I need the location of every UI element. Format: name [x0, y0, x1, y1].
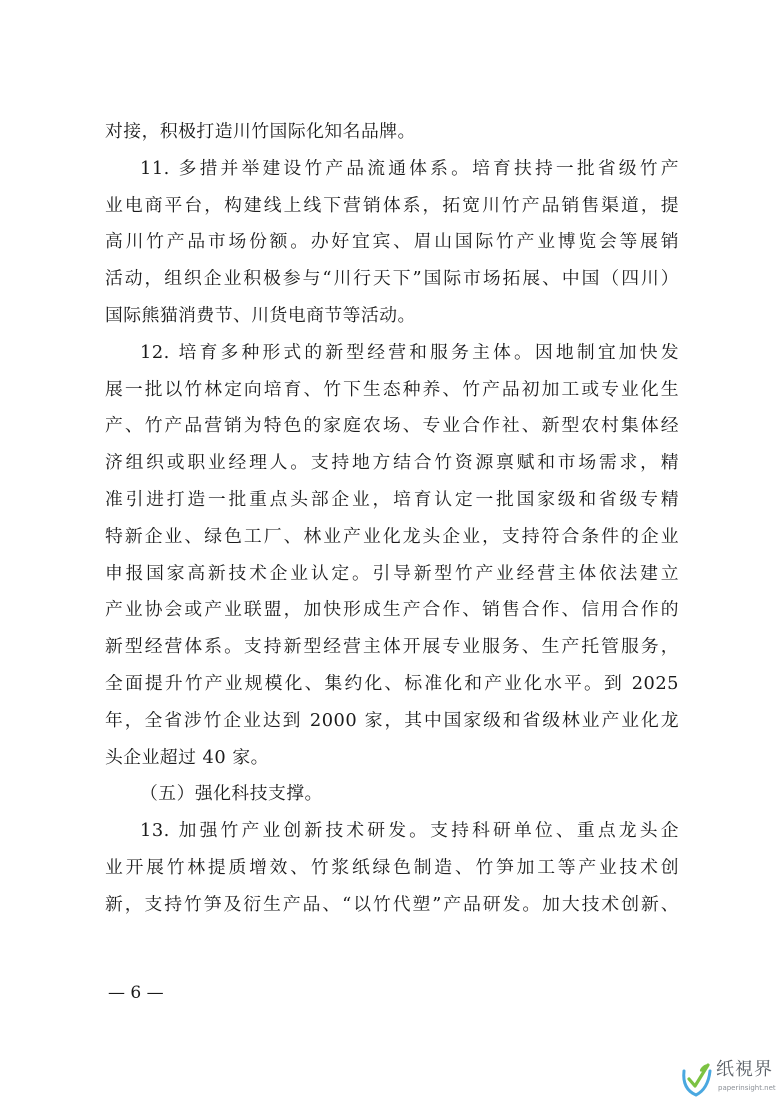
text-line: 产、竹产品营销为特色的家庭农场、专业合作社、新型农村集体经 — [105, 415, 679, 437]
text-line: 国际熊猫消费节、川货电商节等活动。 — [105, 304, 416, 326]
text-line: 济组织或职业经理人。支持地方结合竹资源禀赋和市场需求，精 — [105, 452, 679, 474]
body-text — [105, 114, 679, 924]
text-line: 新型经营体系。支持新型经营主体开展专业服务、生产托管服务， — [105, 636, 679, 658]
text-line: 头企业超过 40 家。 — [105, 746, 269, 768]
text-line: 11. 多措并举建设竹产品流通体系。培育扶持一批省级竹产 — [140, 157, 679, 179]
text-line: 13. 加强竹产业创新技术研发。支持科研单位、重点龙头企 — [140, 820, 679, 842]
text-line: 特新企业、绿色工厂、林业产业化龙头企业，支持符合条件的企业 — [105, 525, 679, 547]
text-line: 业开展竹林提质增效、竹浆纸绿色制造、竹笋加工等产业技术创 — [105, 856, 679, 878]
text-line: 展一批以竹林定向培育、竹下生态种养、竹产品初加工或专业化生 — [105, 378, 679, 400]
text-line: 12. 培育多种形式的新型经营和服务主体。因地制宜加快发 — [140, 341, 679, 363]
text-line: 活动，组织企业积极参与“川行天下”国际市场拓展、中国（四川） — [105, 268, 679, 290]
text-line: 产业协会或产业联盟，加快形成生产合作、销售合作、信用合作的 — [105, 599, 679, 621]
watermark-brand: 纸視界 — [716, 1059, 773, 1080]
text-line: 高川竹产品市场份额。办好宜宾、眉山国际竹产业博览会等展销 — [105, 231, 679, 253]
text-line: 新，支持竹笋及衍生产品、“以竹代塑”产品研发。加大技术创新、 — [105, 893, 679, 915]
leaf-check-logo-icon — [678, 1059, 714, 1099]
text-line: 对接，积极打造川竹国际化知名品牌。 — [105, 121, 416, 142]
text-line: 准引进打造一批重点头部企业，培育认定一批国家级和省级专精 — [105, 488, 679, 510]
watermark — [678, 1055, 778, 1103]
text-line: 业电商平台，构建线上线下营销体系，拓宽川竹产品销售渠道，提 — [105, 194, 679, 216]
text-line: 年，全省涉竹企业达到 2000 家，其中国家级和省级林业产业化龙 — [105, 709, 679, 731]
text-line: 申报国家高新技术企业认定。引导新型竹产业经营主体依法建立 — [105, 562, 679, 584]
text-line: （五）强化科技支撑。 — [140, 783, 323, 805]
page-number: — 6 — — [108, 983, 164, 1003]
text-line: 全面提升竹产业规模化、集约化、标准化和产业化水平。到 2025 — [105, 672, 679, 694]
watermark-url: paperinsight.net — [718, 1084, 776, 1092]
